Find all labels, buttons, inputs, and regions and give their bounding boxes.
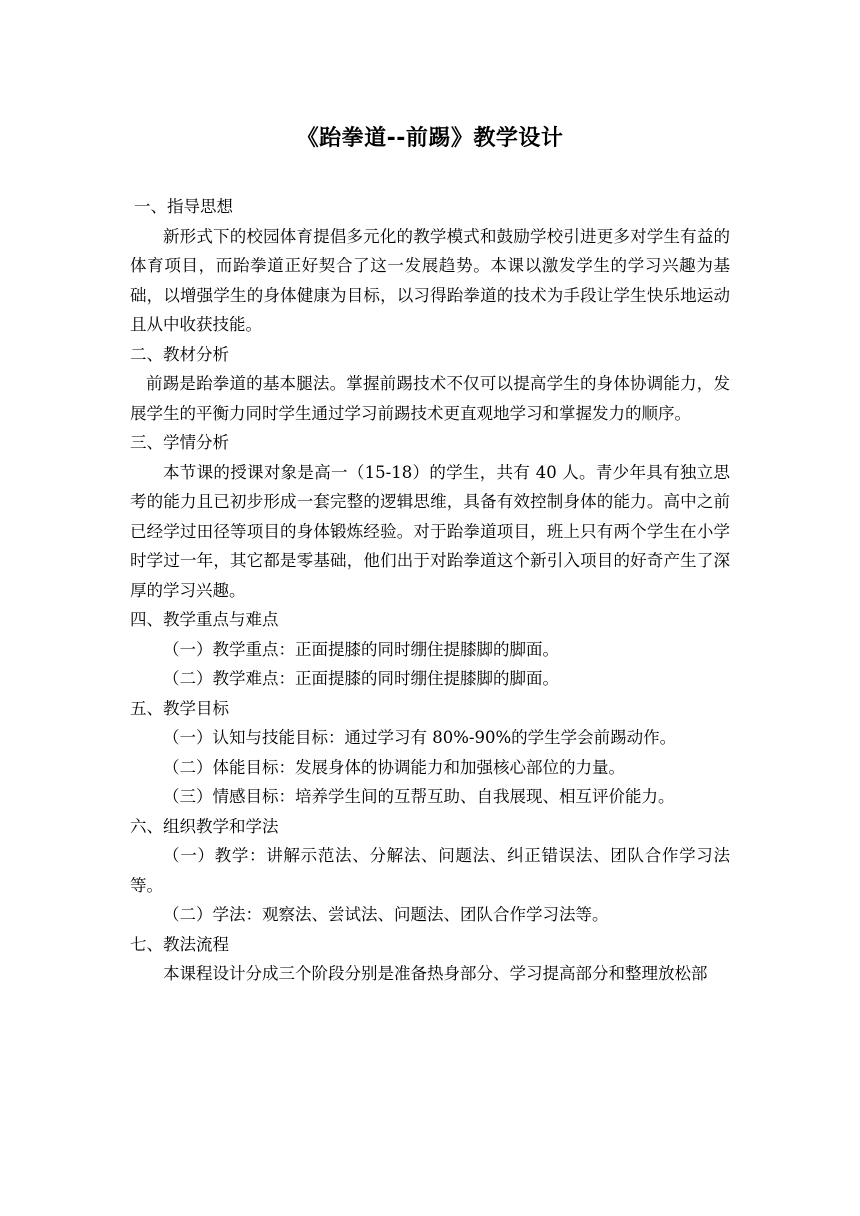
document-body — [130, 192, 730, 989]
list-item-key-point: （一）教学重点：正面提膝的同时绷住提膝脚的脚面。 — [163, 639, 559, 659]
paragraph-student-analysis: 本节课的授课对象是高一（15-18）的学生，共有 40 人。青少年具有独立思考的能力且已初步形成一套完整的逻辑思维，具备有效控制身体的能力。高中之前已经学过田径等项目的身体锻炼经验。对于跆拳道项目，班上只有两个学生在小学时学过一年，其它都是零基础，他们出于对跆拳道这个新引入项目的好奇产生了深厚的学习兴趣。 — [130, 462, 730, 600]
section-heading-key-points: 四、教学重点与难点 — [130, 610, 279, 629]
list-item-teaching-methods: （一）教学：讲解示范法、分解法、问题法、纠正错误法、团队合作学习法等。 — [130, 846, 730, 895]
list-item-difficult-point: （二）教学难点：正面提膝的同时绷住提膝脚的脚面。 — [163, 669, 559, 688]
list-item-learning-methods: （二）学法：观察法、尝试法、问题法、团队合作学习法等。 — [163, 905, 609, 924]
section-heading-student-analysis: 三、学情分析 — [130, 433, 229, 452]
document-title: 《跆拳道--前踢》教学设计 — [296, 126, 564, 151]
paragraph-teaching-process: 本课程设计分成三个阶段分别是准备热身部分、学习提高部分和整理放松部 — [163, 964, 708, 983]
paragraph-material-analysis: 前踢是跆拳道的基本腿法。掌握前踢技术不仅可以提高学生的身体协调能力，发展学生的平衡力同时学生通过学习前踢技术更直观地学习和掌握发力的顺序。 — [130, 374, 730, 423]
list-item-fitness-objective: （二）体能目标：发展身体的协调能力和加强核心部位的力量。 — [163, 757, 625, 777]
paragraph-guiding-ideology: 新形式下的校园体育提倡多元化的教学模式和鼓励学校引进更多对学生有益的体育项目，而跆拳道正好契合了这一发展趋势。本课以激发学生的学习兴趣为基础，以增强学生的身体健康为目标，以习得跆拳道的技术为手段让学生快乐地运动且从中收获技能。 — [130, 226, 730, 334]
list-item-affective-objective: （三）情感目标：培养学生间的互帮互助、自我展现、相互评价能力。 — [163, 787, 675, 806]
section-heading-guiding-ideology: 一、指导思想 — [134, 197, 233, 216]
section-heading-material-analysis: 二、教材分析 — [130, 344, 229, 364]
section-heading-organization-methods: 六、组织教学和学法 — [130, 816, 279, 836]
list-item-skill-objective: （一）认知与技能目标：通过学习有 80%-90%的学生学会前踢动作。 — [163, 728, 677, 747]
section-heading-teaching-process: 七、教法流程 — [130, 934, 229, 954]
section-heading-teaching-objectives: 五、教学目标 — [130, 698, 229, 718]
